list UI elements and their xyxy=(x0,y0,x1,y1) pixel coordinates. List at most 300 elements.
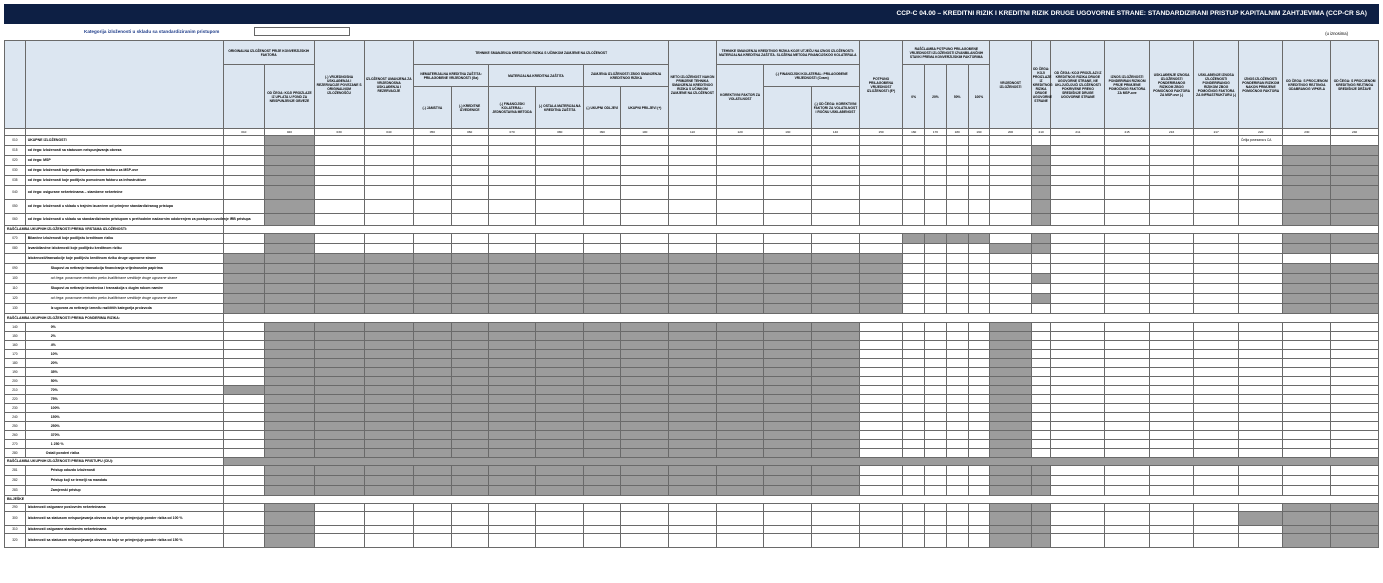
cell-120-180[interactable] xyxy=(946,294,968,304)
cell-020-050[interactable] xyxy=(414,156,451,166)
cell-010-140[interactable] xyxy=(812,136,860,146)
cell-180-190[interactable] xyxy=(968,359,990,368)
cell-240-210[interactable] xyxy=(1031,413,1051,422)
cell-150-150[interactable] xyxy=(859,332,903,341)
cell-220-230[interactable] xyxy=(1283,395,1331,404)
cell-070-040[interactable] xyxy=(364,234,414,244)
cell-020-070[interactable] xyxy=(488,156,536,166)
cell-015-120[interactable] xyxy=(716,146,764,156)
cell-100-216[interactable] xyxy=(1149,274,1194,284)
cell-190-215[interactable] xyxy=(1105,368,1150,377)
cell-200-211[interactable] xyxy=(1051,377,1105,386)
cell-300-216[interactable] xyxy=(1149,512,1194,526)
cell-290-160[interactable] xyxy=(903,504,925,512)
cell-200-217[interactable] xyxy=(1194,377,1239,386)
cell-190-217[interactable] xyxy=(1194,368,1239,377)
cell-010-200[interactable] xyxy=(990,136,1031,146)
cell-180-170[interactable] xyxy=(925,359,947,368)
cell-260-160[interactable] xyxy=(903,431,925,440)
cell-015-170[interactable] xyxy=(925,146,947,156)
cell-050-060[interactable] xyxy=(451,200,488,214)
cell-100-200[interactable] xyxy=(990,274,1031,284)
cell-sec1-220[interactable] xyxy=(1238,254,1283,264)
cell-170-217[interactable] xyxy=(1194,350,1239,359)
cell-050-200[interactable] xyxy=(990,200,1031,214)
cell-260-210[interactable] xyxy=(1031,431,1051,440)
cell-060-160[interactable] xyxy=(903,214,925,226)
cell-040-211[interactable] xyxy=(1051,186,1105,200)
cell-040-100[interactable] xyxy=(621,186,669,200)
category-input[interactable] xyxy=(254,27,350,36)
cell-080-080[interactable] xyxy=(536,244,584,254)
cell-290-060[interactable] xyxy=(451,504,488,512)
cell-090-190[interactable] xyxy=(968,264,990,274)
cell-320-120[interactable] xyxy=(716,534,764,548)
cell-100-180[interactable] xyxy=(946,274,968,284)
cell-282-240[interactable] xyxy=(1331,476,1379,486)
cell-030-070[interactable] xyxy=(488,166,536,176)
cell-020-080[interactable] xyxy=(536,156,584,166)
cell-040-070[interactable] xyxy=(488,186,536,200)
cell-010-120[interactable] xyxy=(716,136,764,146)
cell-280-170[interactable] xyxy=(925,449,947,458)
cell-180-240[interactable] xyxy=(1331,359,1379,368)
cell-015-060[interactable] xyxy=(451,146,488,156)
cell-281-217[interactable] xyxy=(1194,466,1239,476)
cell-010-110[interactable] xyxy=(669,136,717,146)
cell-320-180[interactable] xyxy=(946,534,968,548)
cell-035-216[interactable] xyxy=(1149,176,1194,186)
cell-281-170[interactable] xyxy=(925,466,947,476)
cell-210-217[interactable] xyxy=(1194,386,1239,395)
cell-020-030[interactable] xyxy=(314,156,364,166)
cell-200-215[interactable] xyxy=(1105,377,1150,386)
cell-220-150[interactable] xyxy=(859,395,903,404)
cell-060-190[interactable] xyxy=(968,214,990,226)
cell-280-220[interactable] xyxy=(1238,449,1283,458)
cell-270-240[interactable] xyxy=(1331,440,1379,449)
cell-240-170[interactable] xyxy=(925,413,947,422)
cell-290-180[interactable] xyxy=(946,504,968,512)
cell-010-090[interactable] xyxy=(584,136,621,146)
cell-080-130[interactable] xyxy=(764,244,812,254)
cell-170-190[interactable] xyxy=(968,350,990,359)
cell-150-170[interactable] xyxy=(925,332,947,341)
cell-030-130[interactable] xyxy=(764,166,812,176)
cell-030-110[interactable] xyxy=(669,166,717,176)
cell-240-150[interactable] xyxy=(859,413,903,422)
cell-010-215[interactable] xyxy=(1105,136,1150,146)
cell-130-170[interactable] xyxy=(925,304,947,314)
cell-010-230[interactable] xyxy=(1283,136,1331,146)
cell-320-080[interactable] xyxy=(536,534,584,548)
cell-070-200[interactable] xyxy=(990,234,1031,244)
cell-020-100[interactable] xyxy=(621,156,669,166)
cell-240-211[interactable] xyxy=(1051,413,1105,422)
cell-220-170[interactable] xyxy=(925,395,947,404)
cell-210-180[interactable] xyxy=(946,386,968,395)
cell-040-090[interactable] xyxy=(584,186,621,200)
cell-200-170[interactable] xyxy=(925,377,947,386)
cell-320-070[interactable] xyxy=(488,534,536,548)
cell-220-180[interactable] xyxy=(946,395,968,404)
cell-050-150[interactable] xyxy=(859,200,903,214)
cell-030-140[interactable] xyxy=(812,166,860,176)
cell-020-120[interactable] xyxy=(716,156,764,166)
cell-190-220[interactable] xyxy=(1238,368,1283,377)
cell-120-170[interactable] xyxy=(925,294,947,304)
cell-270-150[interactable] xyxy=(859,440,903,449)
cell-160-010[interactable] xyxy=(223,341,264,350)
cell-180-217[interactable] xyxy=(1194,359,1239,368)
cell-020-190[interactable] xyxy=(968,156,990,166)
cell-080-070[interactable] xyxy=(488,244,536,254)
cell-290-040[interactable] xyxy=(364,504,414,512)
cell-sec1-215[interactable] xyxy=(1105,254,1150,264)
cell-230-150[interactable] xyxy=(859,404,903,413)
cell-300-130[interactable] xyxy=(764,512,812,526)
cell-120-211[interactable] xyxy=(1051,294,1105,304)
cell-060-120[interactable] xyxy=(716,214,764,226)
cell-250-217[interactable] xyxy=(1194,422,1239,431)
cell-110-180[interactable] xyxy=(946,284,968,294)
cell-300-070[interactable] xyxy=(488,512,536,526)
cell-240-190[interactable] xyxy=(968,413,990,422)
cell-030-180[interactable] xyxy=(946,166,968,176)
cell-sec1-216[interactable] xyxy=(1149,254,1194,264)
cell-010-050[interactable] xyxy=(414,136,451,146)
cell-300-150[interactable] xyxy=(859,512,903,526)
cell-320-150[interactable] xyxy=(859,534,903,548)
cell-070-030[interactable] xyxy=(314,234,364,244)
cell-200-180[interactable] xyxy=(946,377,968,386)
cell-150-220[interactable] xyxy=(1238,332,1283,341)
cell-140-150[interactable] xyxy=(859,323,903,332)
cell-310-070[interactable] xyxy=(488,526,536,534)
cell-110-217[interactable] xyxy=(1194,284,1239,294)
cell-030-040[interactable] xyxy=(364,166,414,176)
cell-290-100[interactable] xyxy=(621,504,669,512)
cell-120-215[interactable] xyxy=(1105,294,1150,304)
cell-035-180[interactable] xyxy=(946,176,968,186)
cell-283-010[interactable] xyxy=(223,486,264,496)
cell-300-180[interactable] xyxy=(946,512,968,526)
cell-320-110[interactable] xyxy=(669,534,717,548)
cell-120-160[interactable] xyxy=(903,294,925,304)
cell-035-130[interactable] xyxy=(764,176,812,186)
cell-130-200[interactable] xyxy=(990,304,1031,314)
cell-140-160[interactable] xyxy=(903,323,925,332)
cell-281-220[interactable] xyxy=(1238,466,1283,476)
cell-300-080[interactable] xyxy=(536,512,584,526)
cell-180-160[interactable] xyxy=(903,359,925,368)
cell-070-130[interactable] xyxy=(764,234,812,244)
cell-160-215[interactable] xyxy=(1105,341,1150,350)
cell-180-010[interactable] xyxy=(223,359,264,368)
cell-240-230[interactable] xyxy=(1283,413,1331,422)
cell-260-170[interactable] xyxy=(925,431,947,440)
cell-080-160[interactable] xyxy=(903,244,925,254)
cell-250-210[interactable] xyxy=(1031,422,1051,431)
cell-281-211[interactable] xyxy=(1051,466,1105,476)
cell-020-060[interactable] xyxy=(451,156,488,166)
cell-sec1-230[interactable] xyxy=(1283,254,1331,264)
cell-250-211[interactable] xyxy=(1051,422,1105,431)
cell-230-170[interactable] xyxy=(925,404,947,413)
cell-150-210[interactable] xyxy=(1031,332,1051,341)
cell-281-150[interactable] xyxy=(859,466,903,476)
cell-040-050[interactable] xyxy=(414,186,451,200)
cell-320-140[interactable] xyxy=(812,534,860,548)
cell-150-180[interactable] xyxy=(946,332,968,341)
cell-300-120[interactable] xyxy=(716,512,764,526)
cell-320-220[interactable] xyxy=(1238,534,1283,548)
cell-190-216[interactable] xyxy=(1149,368,1194,377)
cell-283-211[interactable] xyxy=(1051,486,1105,496)
cell-140-240[interactable] xyxy=(1331,323,1379,332)
cell-110-211[interactable] xyxy=(1051,284,1105,294)
cell-283-180[interactable] xyxy=(946,486,968,496)
cell-160-190[interactable] xyxy=(968,341,990,350)
cell-230-160[interactable] xyxy=(903,404,925,413)
cell-070-217[interactable] xyxy=(1194,234,1239,244)
cell-270-215[interactable] xyxy=(1105,440,1150,449)
cell-150-160[interactable] xyxy=(903,332,925,341)
cell-020-217[interactable] xyxy=(1194,156,1239,166)
cell-200-010[interactable] xyxy=(223,377,264,386)
cell-280-211[interactable] xyxy=(1051,449,1105,458)
cell-270-010[interactable] xyxy=(223,440,264,449)
cell-282-230[interactable] xyxy=(1283,476,1331,486)
cell-290-070[interactable] xyxy=(488,504,536,512)
cell-050-211[interactable] xyxy=(1051,200,1105,214)
cell-310-150[interactable] xyxy=(859,526,903,534)
cell-030-220[interactable] xyxy=(1238,166,1283,176)
cell-100-211[interactable] xyxy=(1051,274,1105,284)
cell-290-190[interactable] xyxy=(968,504,990,512)
cell-320-040[interactable] xyxy=(364,534,414,548)
cell-310-180[interactable] xyxy=(946,526,968,534)
cell-130-215[interactable] xyxy=(1105,304,1150,314)
cell-060-060[interactable] xyxy=(451,214,488,226)
cell-260-010[interactable] xyxy=(223,431,264,440)
cell-020-090[interactable] xyxy=(584,156,621,166)
cell-050-030[interactable] xyxy=(314,200,364,214)
cell-210-190[interactable] xyxy=(968,386,990,395)
cell-220-217[interactable] xyxy=(1194,395,1239,404)
cell-170-180[interactable] xyxy=(946,350,968,359)
cell-280-010[interactable] xyxy=(223,449,264,458)
cell-310-100[interactable] xyxy=(621,526,669,534)
cell-290-170[interactable] xyxy=(925,504,947,512)
cell-220-211[interactable] xyxy=(1051,395,1105,404)
cell-200-160[interactable] xyxy=(903,377,925,386)
cell-200-230[interactable] xyxy=(1283,377,1331,386)
cell-035-211[interactable] xyxy=(1051,176,1105,186)
cell-035-050[interactable] xyxy=(414,176,451,186)
cell-240-180[interactable] xyxy=(946,413,968,422)
cell-035-120[interactable] xyxy=(716,176,764,186)
cell-150-211[interactable] xyxy=(1051,332,1105,341)
cell-080-216[interactable] xyxy=(1149,244,1194,254)
cell-240-240[interactable] xyxy=(1331,413,1379,422)
cell-035-100[interactable] xyxy=(621,176,669,186)
cell-050-080[interactable] xyxy=(536,200,584,214)
cell-070-100[interactable] xyxy=(621,234,669,244)
cell-281-160[interactable] xyxy=(903,466,925,476)
cell-282-150[interactable] xyxy=(859,476,903,486)
cell-150-240[interactable] xyxy=(1331,332,1379,341)
cell-320-160[interactable] xyxy=(903,534,925,548)
cell-015-190[interactable] xyxy=(968,146,990,156)
cell-280-160[interactable] xyxy=(903,449,925,458)
cell-020-170[interactable] xyxy=(925,156,947,166)
cell-070-215[interactable] xyxy=(1105,234,1150,244)
cell-030-170[interactable] xyxy=(925,166,947,176)
cell-270-210[interactable] xyxy=(1031,440,1051,449)
cell-150-190[interactable] xyxy=(968,332,990,341)
cell-060-170[interactable] xyxy=(925,214,947,226)
cell-080-170[interactable] xyxy=(925,244,947,254)
cell-120-216[interactable] xyxy=(1149,294,1194,304)
cell-080-110[interactable] xyxy=(669,244,717,254)
cell-240-220[interactable] xyxy=(1238,413,1283,422)
cell-030-120[interactable] xyxy=(716,166,764,176)
cell-300-190[interactable] xyxy=(968,512,990,526)
cell-080-090[interactable] xyxy=(584,244,621,254)
cell-020-200[interactable] xyxy=(990,156,1031,166)
cell-110-160[interactable] xyxy=(903,284,925,294)
cell-260-211[interactable] xyxy=(1051,431,1105,440)
cell-260-150[interactable] xyxy=(859,431,903,440)
cell-300-211[interactable] xyxy=(1051,512,1105,526)
cell-270-230[interactable] xyxy=(1283,440,1331,449)
cell-281-240[interactable] xyxy=(1331,466,1379,476)
cell-015-100[interactable] xyxy=(621,146,669,156)
cell-040-030[interactable] xyxy=(314,186,364,200)
cell-160-170[interactable] xyxy=(925,341,947,350)
cell-230-215[interactable] xyxy=(1105,404,1150,413)
cell-140-230[interactable] xyxy=(1283,323,1331,332)
cell-230-230[interactable] xyxy=(1283,404,1331,413)
cell-080-040[interactable] xyxy=(364,244,414,254)
cell-270-180[interactable] xyxy=(946,440,968,449)
cell-030-200[interactable] xyxy=(990,166,1031,176)
cell-180-180[interactable] xyxy=(946,359,968,368)
cell-015-050[interactable] xyxy=(414,146,451,156)
cell-290-211[interactable] xyxy=(1051,504,1105,512)
cell-100-170[interactable] xyxy=(925,274,947,284)
cell-080-060[interactable] xyxy=(451,244,488,254)
cell-020-215[interactable] xyxy=(1105,156,1150,166)
cell-060-140[interactable] xyxy=(812,214,860,226)
cell-210-230[interactable] xyxy=(1283,386,1331,395)
cell-290-050[interactable] xyxy=(414,504,451,512)
cell-015-090[interactable] xyxy=(584,146,621,156)
cell-040-170[interactable] xyxy=(925,186,947,200)
cell-270-217[interactable] xyxy=(1194,440,1239,449)
cell-281-230[interactable] xyxy=(1283,466,1331,476)
cell-250-180[interactable] xyxy=(946,422,968,431)
cell-290-090[interactable] xyxy=(584,504,621,512)
cell-035-220[interactable] xyxy=(1238,176,1283,186)
cell-282-190[interactable] xyxy=(968,476,990,486)
cell-310-060[interactable] xyxy=(451,526,488,534)
cell-290-030[interactable] xyxy=(314,504,364,512)
cell-010-100[interactable] xyxy=(621,136,669,146)
cell-010-030[interactable] xyxy=(314,136,364,146)
cell-170-210[interactable] xyxy=(1031,350,1051,359)
cell-090-160[interactable] xyxy=(903,264,925,274)
cell-210-215[interactable] xyxy=(1105,386,1150,395)
cell-320-130[interactable] xyxy=(764,534,812,548)
cell-035-060[interactable] xyxy=(451,176,488,186)
cell-100-190[interactable] xyxy=(968,274,990,284)
cell-230-220[interactable] xyxy=(1238,404,1283,413)
cell-290-217[interactable] xyxy=(1194,504,1239,512)
cell-120-200[interactable] xyxy=(990,294,1031,304)
cell-240-160[interactable] xyxy=(903,413,925,422)
cell-250-216[interactable] xyxy=(1149,422,1194,431)
cell-200-240[interactable] xyxy=(1331,377,1379,386)
cell-130-220[interactable] xyxy=(1238,304,1283,314)
cell-sec1-170[interactable] xyxy=(925,254,947,264)
cell-290-220[interactable] xyxy=(1238,504,1283,512)
cell-010-170[interactable] xyxy=(925,136,947,146)
cell-190-240[interactable] xyxy=(1331,368,1379,377)
cell-100-160[interactable] xyxy=(903,274,925,284)
cell-040-215[interactable] xyxy=(1105,186,1150,200)
cell-160-180[interactable] xyxy=(946,341,968,350)
cell-010-217[interactable] xyxy=(1194,136,1239,146)
cell-280-210[interactable] xyxy=(1031,449,1051,458)
cell-020-160[interactable] xyxy=(903,156,925,166)
cell-250-230[interactable] xyxy=(1283,422,1331,431)
cell-070-110[interactable] xyxy=(669,234,717,244)
cell-260-180[interactable] xyxy=(946,431,968,440)
cell-320-215[interactable] xyxy=(1105,534,1150,548)
cell-030-215[interactable] xyxy=(1105,166,1150,176)
cell-250-150[interactable] xyxy=(859,422,903,431)
cell-283-160[interactable] xyxy=(903,486,925,496)
cell-035-150[interactable] xyxy=(859,176,903,186)
cell-230-240[interactable] xyxy=(1331,404,1379,413)
cell-140-211[interactable] xyxy=(1051,323,1105,332)
cell-060-130[interactable] xyxy=(764,214,812,226)
cell-260-230[interactable] xyxy=(1283,431,1331,440)
cell-080-030[interactable] xyxy=(314,244,364,254)
cell-035-160[interactable] xyxy=(903,176,925,186)
cell-070-140[interactable] xyxy=(812,234,860,244)
cell-160-230[interactable] xyxy=(1283,341,1331,350)
cell-040-220[interactable] xyxy=(1238,186,1283,200)
cell-180-230[interactable] xyxy=(1283,359,1331,368)
cell-160-220[interactable] xyxy=(1238,341,1283,350)
cell-030-100[interactable] xyxy=(621,166,669,176)
cell-282-216[interactable] xyxy=(1149,476,1194,486)
cell-015-217[interactable] xyxy=(1194,146,1239,156)
cell-sec1-240[interactable] xyxy=(1331,254,1379,264)
cell-290-120[interactable] xyxy=(716,504,764,512)
cell-040-120[interactable] xyxy=(716,186,764,200)
cell-010-060[interactable] xyxy=(451,136,488,146)
cell-020-110[interactable] xyxy=(669,156,717,166)
cell-210-170[interactable] xyxy=(925,386,947,395)
cell-140-180[interactable] xyxy=(946,323,968,332)
cell-170-211[interactable] xyxy=(1051,350,1105,359)
cell-180-216[interactable] xyxy=(1149,359,1194,368)
cell-sec1-180[interactable] xyxy=(946,254,968,264)
